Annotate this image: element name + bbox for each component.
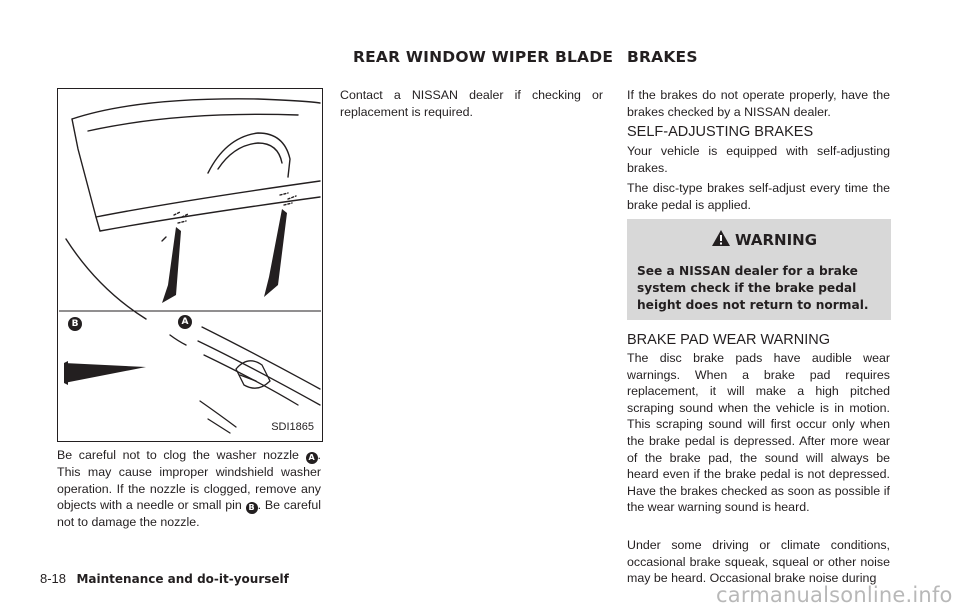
figure-illustration (58, 89, 322, 441)
figure-code: SDI1865 (271, 421, 314, 433)
nozzle-caution-paragraph (57, 447, 321, 531)
warning-triangle-icon (711, 229, 731, 247)
callout-a-figure: A (178, 315, 192, 329)
callout-b-icon: B (246, 502, 258, 514)
section-title-brakes: BRAKES (627, 48, 698, 66)
self-adjusting-brakes-heading: SELF-ADJUSTING BRAKES (627, 124, 814, 140)
self-adjusting-paragraph-1: Your vehicle is equipped with self-adjusting brakes. (627, 144, 890, 175)
callout-b-figure: B (68, 317, 82, 331)
brake-pad-wear-paragraph-1: The disc brake pads have audible wear warnings. When a brake pad requires replacement, it will make a high pitched scraping sound when the vehicle is in motion. This scraping sound will first occur only when the brake pedal is depressed. After more wear of the brake pad, the sound will always be heard even if the brake pedal is not depressed. Have the brakes checked as soon as possible if the wear warning sound is heard. (627, 351, 890, 515)
nozzle-text-part-3: . Be careful not to damage the nozzle. (57, 498, 321, 530)
nozzle-text-part-1: Be careful not to clog the washer nozzle (57, 448, 299, 462)
washer-nozzle-figure (57, 88, 323, 442)
page-footer (40, 570, 289, 588)
footer-section-title: Maintenance and do-it-yourself (76, 572, 289, 586)
warning-text: See a NISSAN dealer for a brake system check if the brake pedal height does not return to normal. (637, 264, 869, 312)
nozzle-text-part-2: . This may cause improper windshield washer operation. If the nozzle is clogged, remove any objects with a needle or small pin (57, 448, 321, 513)
brake-pad-wear-heading: BRAKE PAD WEAR WARNING (627, 332, 831, 348)
callout-a-icon: A (306, 452, 318, 464)
brake-pad-wear-paragraph-2: Under some driving or climate conditions, occasional brake squeak, squeal or other noise may be heard. Occasional brake noise during (627, 538, 890, 586)
warning-title: WARNING (735, 231, 818, 249)
brakes-intro-paragraph: If the brakes do not operate properly, have the brakes checked by a NISSAN dealer. (627, 88, 890, 119)
dealer-contact-paragraph: Contact a NISSAN dealer if checking or replacement is required. (340, 88, 603, 119)
warning-header (711, 229, 817, 250)
self-adjusting-paragraph-2: The disc-type brakes self-adjust every time the brake pedal is applied. (627, 181, 890, 212)
page-number: 8-18 (40, 571, 67, 586)
section-title-rear-window-wiper-blade: REAR WINDOW WIPER BLADE (353, 48, 614, 66)
warning-box (627, 219, 891, 320)
watermark-text: carmanualsonline.info (716, 583, 953, 607)
